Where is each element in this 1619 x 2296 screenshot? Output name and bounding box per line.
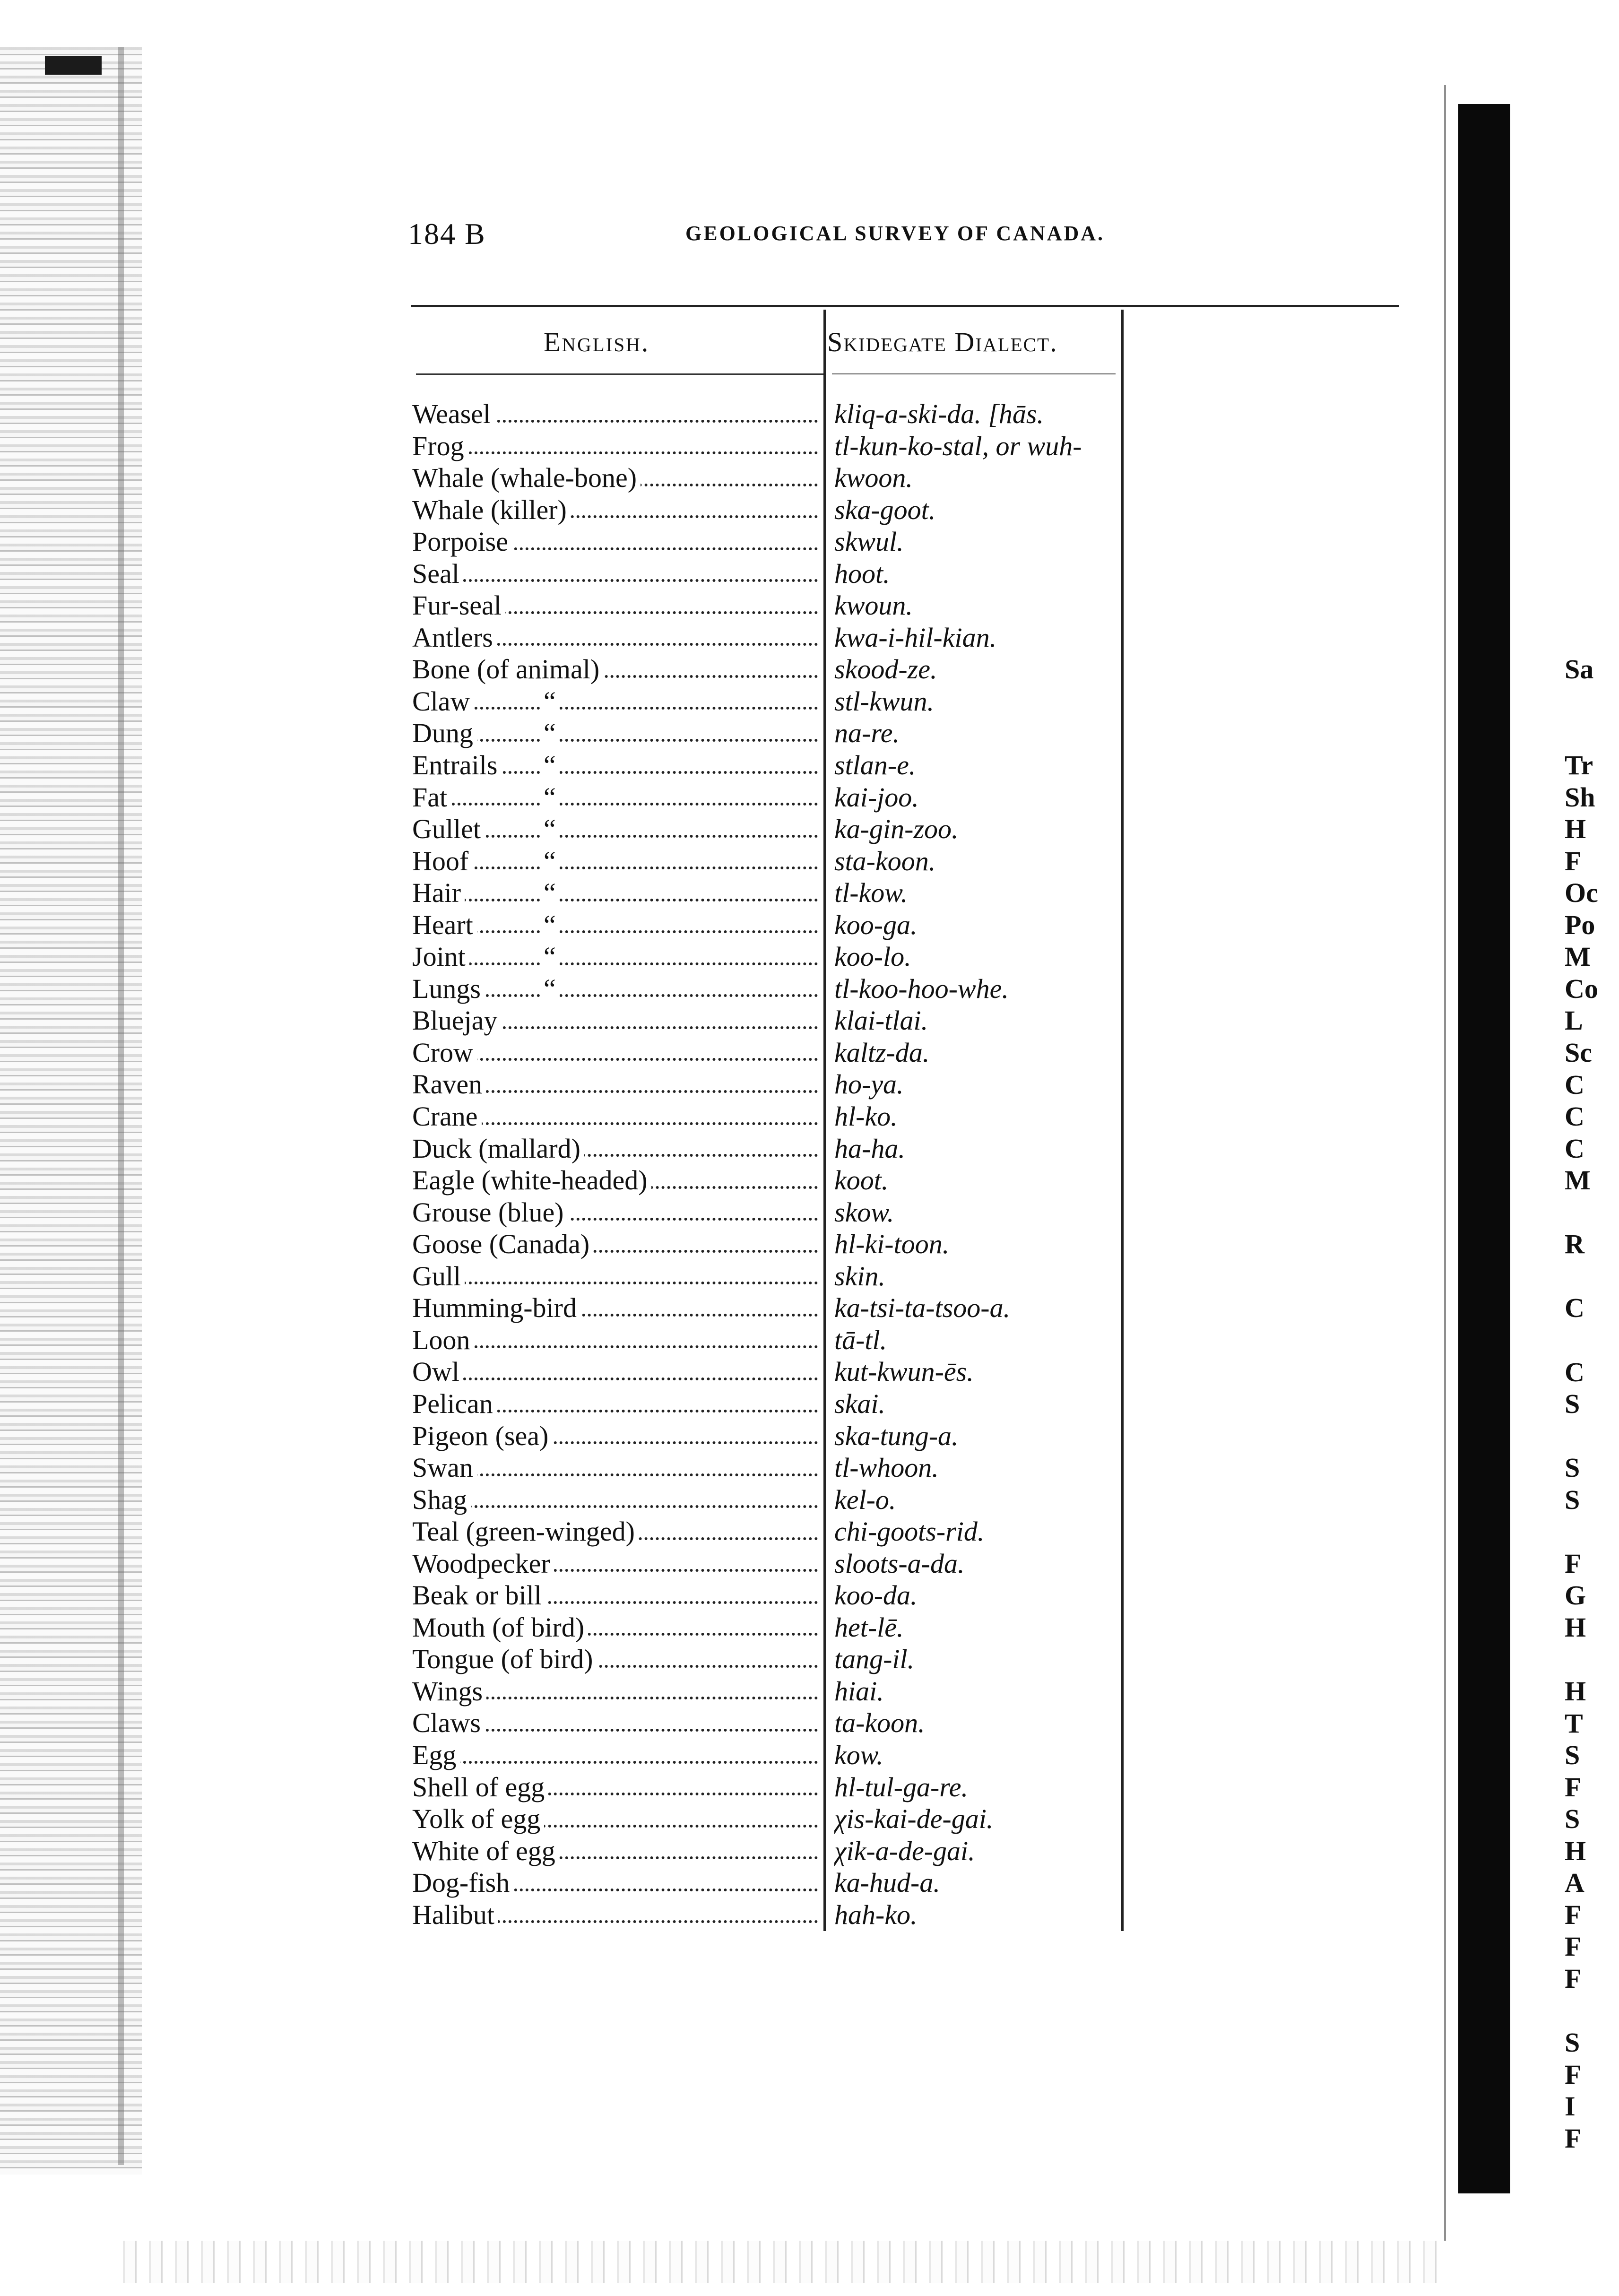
english-term: Shell of egg: [412, 1772, 548, 1802]
dialect-term: kliq-a-ski-da. [hās.: [834, 399, 1044, 429]
dialect-term: χik-a-de-gai.: [834, 1835, 975, 1866]
dialect-term: skood-ze.: [834, 654, 937, 685]
english-term: Claws: [412, 1707, 485, 1738]
next-page-letter: R: [1565, 1229, 1584, 1260]
dialect-term: hl-tul-ga-re.: [834, 1771, 968, 1802]
english-term-cell: [412, 1612, 818, 1644]
english-term-cell: [412, 909, 818, 941]
table-row: [0, 462, 1619, 494]
english-term: Weasel: [412, 399, 494, 429]
english-term: Yolk of egg: [412, 1803, 544, 1834]
english-term-cell: [412, 1420, 818, 1452]
english-term-cell: [412, 1228, 818, 1260]
dialect-term: hoot.: [834, 558, 890, 589]
english-term-cell: [412, 685, 818, 718]
table-row: [0, 1643, 1619, 1675]
next-page-letter: C: [1565, 1133, 1584, 1164]
header-underline-english: [416, 373, 823, 375]
dialect-term: skai.: [834, 1388, 885, 1419]
dialect-term: klai-tlai.: [834, 1005, 928, 1036]
ditto-mark: “: [540, 813, 560, 845]
english-term-cell: [412, 494, 818, 526]
english-term: Loon: [412, 1325, 474, 1355]
table-row: [0, 1579, 1619, 1612]
english-term: Whale (whale-bone): [412, 462, 641, 493]
ditto-mark: “: [540, 749, 560, 781]
table-row: [0, 1612, 1619, 1644]
ditto-mark: “: [540, 781, 560, 814]
table-row: [0, 909, 1619, 941]
english-term: Gullet: [412, 814, 485, 844]
english-term: Woodpecker: [412, 1548, 554, 1579]
table-row: [0, 494, 1619, 526]
dialect-term: ka-gin-zoo.: [834, 814, 959, 845]
table-row: [0, 685, 1619, 718]
table-row: [0, 1707, 1619, 1739]
dialect-term: kel-o.: [834, 1484, 896, 1515]
english-term-cell: [412, 1037, 818, 1069]
dialect-term: ska-tung-a.: [834, 1420, 959, 1451]
english-term-cell: [412, 1484, 818, 1516]
english-term-cell: [412, 1899, 818, 1931]
english-term: Joint: [412, 941, 469, 972]
next-page-letter: F: [1565, 1899, 1582, 1930]
table-row: [0, 589, 1619, 622]
dialect-term: tā-tl.: [834, 1324, 887, 1355]
dot-leader: [412, 579, 818, 582]
dot-leader: [412, 1282, 818, 1284]
dialect-term: tl-kun-ko-stal, or wuh-: [834, 430, 1082, 461]
english-term: Dung: [412, 718, 477, 748]
dialect-term: het-lē.: [834, 1612, 904, 1643]
table-row: [0, 1420, 1619, 1452]
english-term: Grouse (blue): [412, 1197, 568, 1228]
next-page-letter: H: [1565, 814, 1586, 845]
english-term-cell: [412, 1133, 818, 1165]
english-term-cell: [412, 1707, 818, 1739]
dialect-term: stl-kwun.: [834, 685, 935, 717]
english-term: Frog: [412, 431, 468, 461]
next-page-letter: Oc: [1565, 877, 1598, 909]
dialect-term: hl-ki-toon.: [834, 1229, 950, 1260]
table-row: [0, 877, 1619, 909]
ditto-mark: “: [540, 877, 560, 909]
english-term-cell: [412, 398, 818, 430]
next-page-letter: S: [1565, 1484, 1580, 1515]
english-term: Lungs: [412, 973, 485, 1004]
table-top-rule: [411, 305, 1399, 307]
dot-leader: [412, 962, 818, 965]
table-row: [0, 1260, 1619, 1292]
table-row: [0, 1548, 1619, 1580]
english-term: Fur-seal: [412, 590, 505, 621]
english-term: Pigeon (sea): [412, 1421, 552, 1451]
table-row: [0, 1005, 1619, 1037]
table-row: [0, 430, 1619, 462]
next-page-letter: F: [1565, 2059, 1582, 2090]
english-term-cell: [412, 589, 818, 622]
dialect-term: ta-koon.: [834, 1707, 925, 1739]
english-term: Gull: [412, 1261, 465, 1291]
dialect-term: hl-ko.: [834, 1101, 898, 1132]
english-term-cell: [412, 1516, 818, 1548]
next-page-letter: S: [1565, 1740, 1580, 1771]
dialect-term: tl-koo-hoo-whe.: [834, 973, 1009, 1004]
header-underline-dialect: [832, 373, 1116, 374]
next-page-letter: Tr: [1565, 750, 1593, 781]
english-term: Crow: [412, 1037, 477, 1068]
dialect-term: koot.: [834, 1165, 889, 1196]
table-row: [0, 1324, 1619, 1356]
english-term: Teal (green-winged): [412, 1516, 639, 1547]
vocabulary-table: [0, 398, 1619, 1931]
dialect-term: kow.: [834, 1739, 883, 1770]
table-row: [0, 526, 1619, 558]
english-term-cell: [412, 813, 818, 845]
next-page-letter: Sh: [1565, 781, 1595, 813]
scan-bottom-edge-noise: [123, 2241, 1446, 2283]
english-term: Owl: [412, 1356, 463, 1387]
dialect-term: sta-koon.: [834, 845, 936, 876]
table-row: [0, 1292, 1619, 1324]
english-term-cell: [412, 558, 818, 590]
english-term: Egg: [412, 1740, 460, 1770]
next-page-letter: C: [1565, 1101, 1584, 1132]
table-row: [0, 398, 1619, 430]
table-row: [0, 1771, 1619, 1803]
next-page-letter: F: [1565, 1771, 1582, 1802]
english-term: Mouth (of bird): [412, 1612, 588, 1643]
english-term: Heart: [412, 910, 477, 940]
ditto-mark: “: [540, 941, 560, 973]
english-term-cell: [412, 1260, 818, 1292]
english-term: Duck (mallard): [412, 1133, 584, 1164]
next-page-letter: F: [1565, 1963, 1582, 1994]
dialect-term: χis-kai-de-gai.: [834, 1803, 994, 1835]
next-page-letter: A: [1565, 1867, 1584, 1898]
next-page-letter: C: [1565, 1069, 1584, 1100]
dialect-term: chi-goots-rid.: [834, 1516, 985, 1547]
english-term-cell: [412, 1548, 818, 1580]
next-page-letter: I: [1565, 2091, 1576, 2122]
table-row: [0, 1867, 1619, 1899]
english-term: Entrails: [412, 750, 501, 780]
english-term-cell: [412, 1643, 818, 1675]
ditto-mark: “: [540, 845, 560, 877]
english-term: Eagle (white-headed): [412, 1165, 651, 1196]
next-page-letter: H: [1565, 1676, 1586, 1707]
page-number: 184 B: [408, 217, 486, 251]
english-term: Hair: [412, 877, 465, 908]
dialect-term: sloots-a-da.: [834, 1548, 965, 1579]
english-term: Beak or bill: [412, 1580, 545, 1611]
english-term: Bone (of animal): [412, 654, 603, 684]
next-page-letter: S: [1565, 1803, 1580, 1835]
dialect-term: ka-hud-a.: [834, 1867, 940, 1898]
dialect-term: kut-kwun-ēs.: [834, 1356, 974, 1387]
next-page-letter: S: [1565, 1388, 1580, 1420]
table-row: [0, 717, 1619, 749]
dialect-term: ho-ya.: [834, 1069, 904, 1100]
english-term-cell: [412, 1867, 818, 1899]
english-term: Raven: [412, 1069, 486, 1100]
next-page-letter: G: [1565, 1580, 1586, 1611]
english-term-cell: [412, 1005, 818, 1037]
table-row: [0, 1133, 1619, 1165]
english-term-cell: [412, 1164, 818, 1196]
dot-leader: [412, 1761, 818, 1764]
next-page-letter: H: [1565, 1612, 1586, 1643]
english-term-cell: [412, 1803, 818, 1835]
table-row: [0, 1164, 1619, 1196]
ditto-mark: “: [540, 973, 560, 1005]
next-page-letter: C: [1565, 1356, 1584, 1387]
english-term-cell: [412, 1675, 818, 1707]
next-page-letter: F: [1565, 1931, 1582, 1962]
english-term-cell: [412, 781, 818, 814]
english-term: Swan: [412, 1452, 477, 1483]
next-page-letter: M: [1565, 1165, 1591, 1196]
dialect-term: tl-kow.: [834, 877, 908, 909]
table-row: [0, 1452, 1619, 1484]
english-term-cell: [412, 1292, 818, 1324]
english-term: Crane: [412, 1101, 482, 1132]
dialect-term: tang-il.: [834, 1644, 915, 1675]
ditto-mark: “: [540, 685, 560, 718]
english-term-cell: [412, 1068, 818, 1100]
english-term-cell: [412, 1388, 818, 1420]
english-term-cell: [412, 653, 818, 685]
english-term-cell: [412, 526, 818, 558]
table-row: [0, 1675, 1619, 1707]
dialect-term: na-re.: [834, 718, 900, 749]
dot-leader: [412, 1505, 818, 1508]
dialect-term: kwa-i-hil-kian.: [834, 622, 997, 653]
dialect-term: koo-lo.: [834, 941, 911, 972]
table-row: [0, 1228, 1619, 1260]
table-row: [0, 1484, 1619, 1516]
next-page-letter: S: [1565, 1452, 1580, 1483]
table-row: [0, 1388, 1619, 1420]
next-page-letter: Po: [1565, 909, 1595, 940]
dialect-term: skow.: [834, 1196, 894, 1228]
ditto-mark: “: [540, 717, 560, 749]
english-term: White of egg: [412, 1836, 559, 1866]
running-head: GEOLOGICAL SURVEY OF CANADA.: [685, 222, 1105, 245]
table-row: [0, 1196, 1619, 1229]
dot-leader: [412, 866, 818, 869]
dialect-term: ska-goot.: [834, 494, 936, 525]
next-page-letter: L: [1565, 1005, 1583, 1036]
dialect-term: tl-whoon.: [834, 1452, 939, 1483]
english-term-cell: [412, 1739, 818, 1771]
dialect-term: skin.: [834, 1260, 885, 1291]
table-row: [0, 973, 1619, 1005]
english-term-cell: [412, 845, 818, 877]
table-row: [0, 1516, 1619, 1548]
dot-leader: [412, 1378, 818, 1380]
dialect-term: stlan-e.: [834, 750, 916, 781]
dialect-term: koo-da.: [834, 1580, 918, 1611]
english-term-cell: [412, 1452, 818, 1484]
english-term-cell: [412, 462, 818, 494]
table-row: [0, 1037, 1619, 1069]
table-row: [0, 1356, 1619, 1388]
ditto-mark: “: [540, 909, 560, 941]
table-row: [0, 1068, 1619, 1100]
english-term-cell: [412, 1579, 818, 1612]
english-term: Tongue (of bird): [412, 1644, 597, 1674]
english-term: Claw: [412, 686, 474, 717]
english-term: Shag: [412, 1484, 471, 1515]
english-term: Goose (Canada): [412, 1229, 593, 1259]
english-term-cell: [412, 622, 818, 654]
table-row: [0, 622, 1619, 654]
english-term-cell: [412, 430, 818, 462]
english-term-cell: [412, 1196, 818, 1229]
dialect-term: hiai.: [834, 1675, 884, 1707]
dialect-term: kwoon.: [834, 462, 913, 494]
dot-leader: [412, 899, 818, 901]
table-row: [0, 1100, 1619, 1133]
next-page-letter: M: [1565, 941, 1591, 972]
next-page-letter: Co: [1565, 973, 1598, 1004]
english-term: Hoof: [412, 846, 472, 876]
table-row: [0, 1803, 1619, 1835]
table-row: [0, 813, 1619, 845]
next-page-letter: S: [1565, 2027, 1580, 2058]
english-term-cell: [412, 749, 818, 781]
dot-leader: [412, 803, 818, 806]
next-page-letter: T: [1565, 1707, 1583, 1739]
next-page-letter: F: [1565, 1548, 1582, 1579]
table-row: [0, 941, 1619, 973]
table-row: [0, 845, 1619, 877]
dialect-term: koo-ga.: [834, 909, 918, 940]
english-term-cell: [412, 973, 818, 1005]
column-header-english: English.: [544, 327, 650, 357]
english-term: Dog-fish: [412, 1867, 513, 1898]
english-term-cell: [412, 1835, 818, 1867]
dialect-term: ha-ha.: [834, 1133, 905, 1164]
english-term-cell: [412, 1771, 818, 1803]
dialect-term: ka-tsi-ta-tsoo-a.: [834, 1292, 1011, 1324]
table-row: [0, 781, 1619, 814]
dialect-term: kwoun.: [834, 590, 913, 621]
dialect-term: kai-joo.: [834, 781, 919, 813]
english-term: Humming-bird: [412, 1292, 580, 1323]
table-row: [0, 558, 1619, 590]
english-term: Antlers: [412, 622, 497, 653]
dot-leader: [412, 451, 818, 454]
english-term-cell: [412, 1324, 818, 1356]
scan-corner-mark: [45, 56, 102, 75]
next-page-letter: F: [1565, 2123, 1582, 2154]
table-row: [0, 1739, 1619, 1771]
english-term: Fat: [412, 782, 451, 813]
dialect-term: skwul.: [834, 526, 904, 557]
english-term: Porpoise: [412, 526, 512, 557]
english-term: Pelican: [412, 1388, 497, 1419]
english-term: Whale (killer): [412, 494, 571, 525]
english-term-cell: [412, 941, 818, 973]
next-page-letter: Sa: [1565, 654, 1594, 685]
table-row: [0, 1835, 1619, 1867]
dialect-term: kaltz-da.: [834, 1037, 930, 1068]
english-term-cell: [412, 1356, 818, 1388]
english-term: Bluejay: [412, 1005, 501, 1036]
english-term-cell: [412, 877, 818, 909]
english-term: Seal: [412, 558, 463, 589]
next-page-letter: H: [1565, 1835, 1586, 1866]
english-term-cell: [412, 1100, 818, 1133]
dialect-term: hah-ko.: [834, 1899, 918, 1930]
next-page-letter: C: [1565, 1292, 1584, 1324]
column-header-dialect: Skidegate Dialect.: [827, 327, 1058, 357]
english-term: Halibut: [412, 1899, 498, 1930]
next-page-letter: F: [1565, 845, 1582, 876]
next-page-letter: Sc: [1565, 1037, 1592, 1068]
table-row: [0, 653, 1619, 685]
table-row: [0, 1899, 1619, 1931]
english-term-cell: [412, 717, 818, 749]
table-row: [0, 749, 1619, 781]
english-term: Wings: [412, 1676, 486, 1707]
